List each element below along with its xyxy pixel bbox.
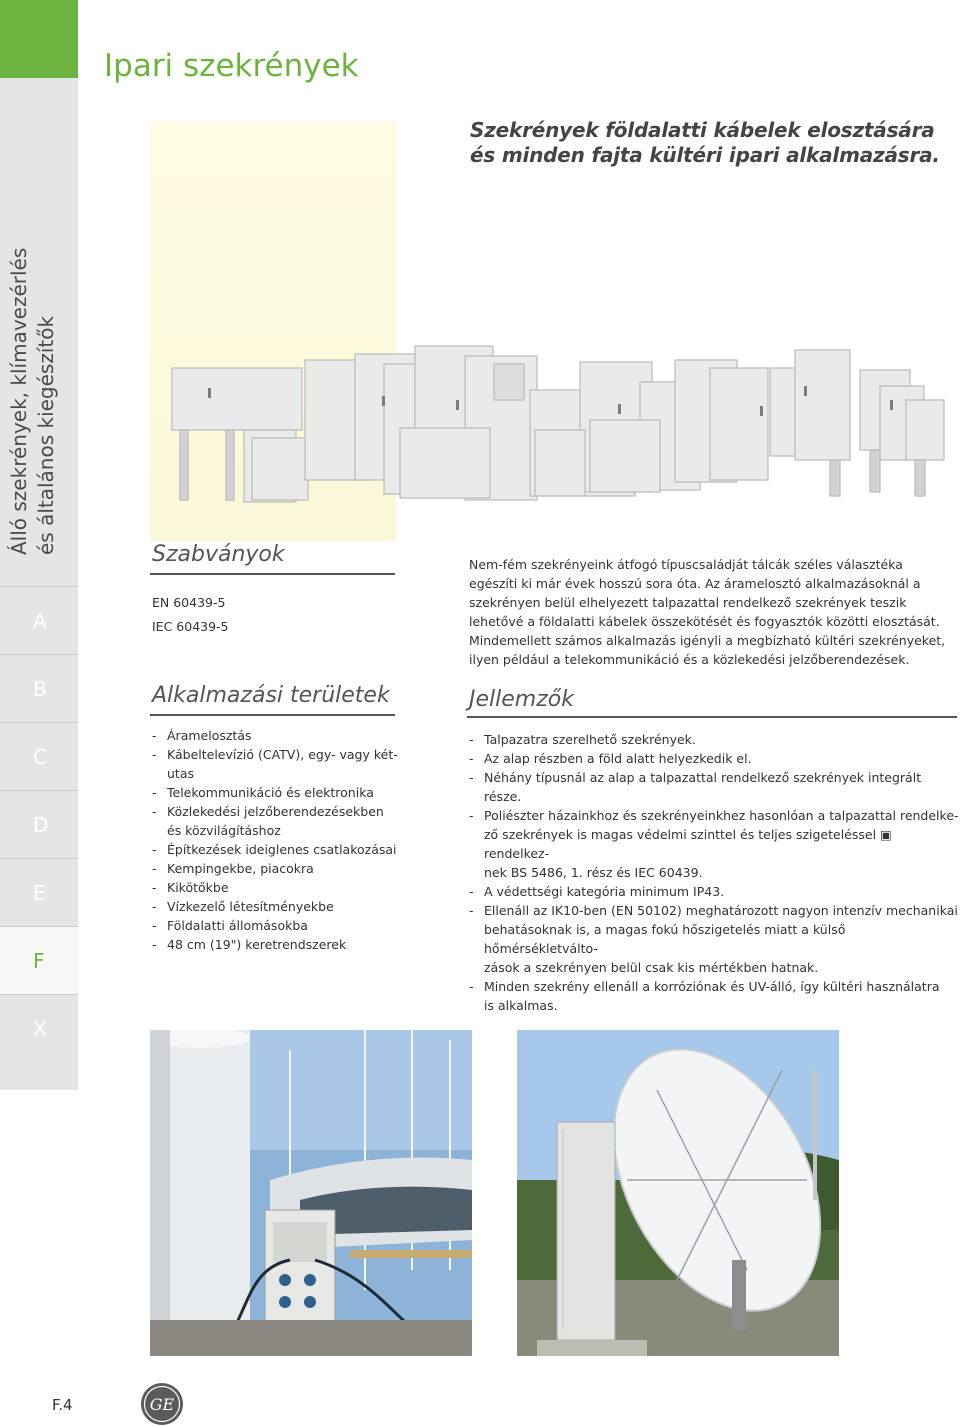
tab-b[interactable]: B: [0, 654, 78, 722]
list-item: - Az alap részben a föld alatt helyezkedik el.: [469, 749, 959, 768]
standards-heading: Szabványok: [152, 542, 285, 567]
list-item: - Földalatti állomásokba: [152, 916, 402, 935]
list-item: - Telekommunikáció és elektronika: [152, 783, 402, 802]
marina-power-pillar-photo: [150, 1030, 472, 1356]
satellite-dish-cabinet-photo: [517, 1030, 839, 1356]
page-subtitle: [470, 118, 940, 168]
list-item: - Kempingekbe, piacokra: [152, 859, 402, 878]
subtitle-line-2: és minden fajta kültéri ipari alkalmazásra.: [470, 143, 940, 167]
page-title: Ipari szekrények: [104, 48, 359, 84]
standards-list: [152, 593, 229, 636]
tab-a[interactable]: A: [0, 586, 78, 654]
list-item: - Vízkezelő létesítményekbe: [152, 897, 402, 916]
tab-d[interactable]: D: [0, 790, 78, 858]
features-list: [469, 730, 959, 1015]
applications-heading: Alkalmazási területek: [152, 683, 390, 708]
tab-f[interactable]: F: [0, 926, 78, 994]
tab-e[interactable]: E: [0, 858, 78, 926]
page-number: F.4: [52, 1396, 73, 1414]
standard-item: IEC 60439-5: [152, 619, 229, 634]
intro-paragraph-2: Mindemellett számos alkalmazás igényli a megbízható kültéri szekrényeket, ilyen például a telekommunikáció és a közlekedési jelzőberendezések.: [469, 633, 946, 667]
features-heading: Jellemzők: [469, 687, 574, 712]
list-item: - Poliészter házainkhoz és szekrényeinkhez hasonlóan a talpazattal rendelke- ző szekrények is magas védelmi szinttel és teljes szigeteléssel ▣ rendelkez- nek BS 5486, 1. rész és IEC 60439.: [469, 806, 959, 882]
vertical-title-line-1: Álló szekrények, klímavezérlés: [7, 247, 31, 555]
list-item: - Építkezések ideiglenes csatlakozásai: [152, 840, 402, 859]
features-rule: [467, 716, 957, 718]
vertical-section-title: [6, 248, 60, 555]
subtitle-line-1: Szekrények földalatti kábelek elosztására: [470, 118, 935, 142]
list-item: - Kikötőkbe: [152, 878, 402, 897]
ge-logo-icon: [140, 1382, 184, 1426]
cabinet-range-photo: [170, 340, 950, 550]
intro-text: [469, 555, 951, 669]
list-item: - Néhány típusnál az alap a talpazattal rendelkező szekrények integrált része.: [469, 768, 959, 806]
list-item: - Ellenáll az IK10-ben (EN 50102) meghatározott nagyon intenzív mechanikai behatásoknak is, a magas fokú hőszigetelés miatt a külső hőmérsékletválto- zások a szekrényen belül csak kis mértékben hatnak.: [469, 901, 959, 977]
list-item: - Minden szekrény ellenáll a korróziónak és UV-álló, így kültéri használatra is alkalmas.: [469, 977, 959, 1015]
list-item: - A védettségi kategória minimum IP43.: [469, 882, 959, 901]
applications-list: [152, 726, 402, 954]
standard-item: EN 60439-5: [152, 595, 226, 610]
tab-x[interactable]: X: [0, 994, 78, 1062]
intro-paragraph-1: Nem-fém szekrényeink átfogó típuscsaládját tálcák széles választéka egészíti ki már évek hosszú sora óta. Az áramelosztó alkalmazásoknál a szekrényen belül elhelyezett talpazattal rendelkező szekrények teszik lehetővé a földalatti kábelek összekötését és fogyasztók közötti elosztását.: [469, 557, 940, 629]
applications-rule: [150, 714, 395, 716]
list-item: - 48 cm (19") keretrendszerek: [152, 935, 402, 954]
tab-c[interactable]: C: [0, 722, 78, 790]
list-item: - Közlekedési jelzőberendezésekben és közvilágításhoz: [152, 802, 402, 840]
vertical-title-line-2: és általános kiegészítők: [34, 315, 58, 555]
brand-square: [0, 0, 78, 78]
list-item: - Talpazatra szerelhető szekrények.: [469, 730, 959, 749]
svg-text:GE: GE: [149, 1395, 175, 1414]
list-item: - Kábeltelevízió (CATV), egy- vagy két- utas: [152, 745, 402, 783]
standards-rule: [150, 573, 395, 575]
section-tabs: [0, 586, 78, 1062]
list-item: - Áramelosztás: [152, 726, 402, 745]
